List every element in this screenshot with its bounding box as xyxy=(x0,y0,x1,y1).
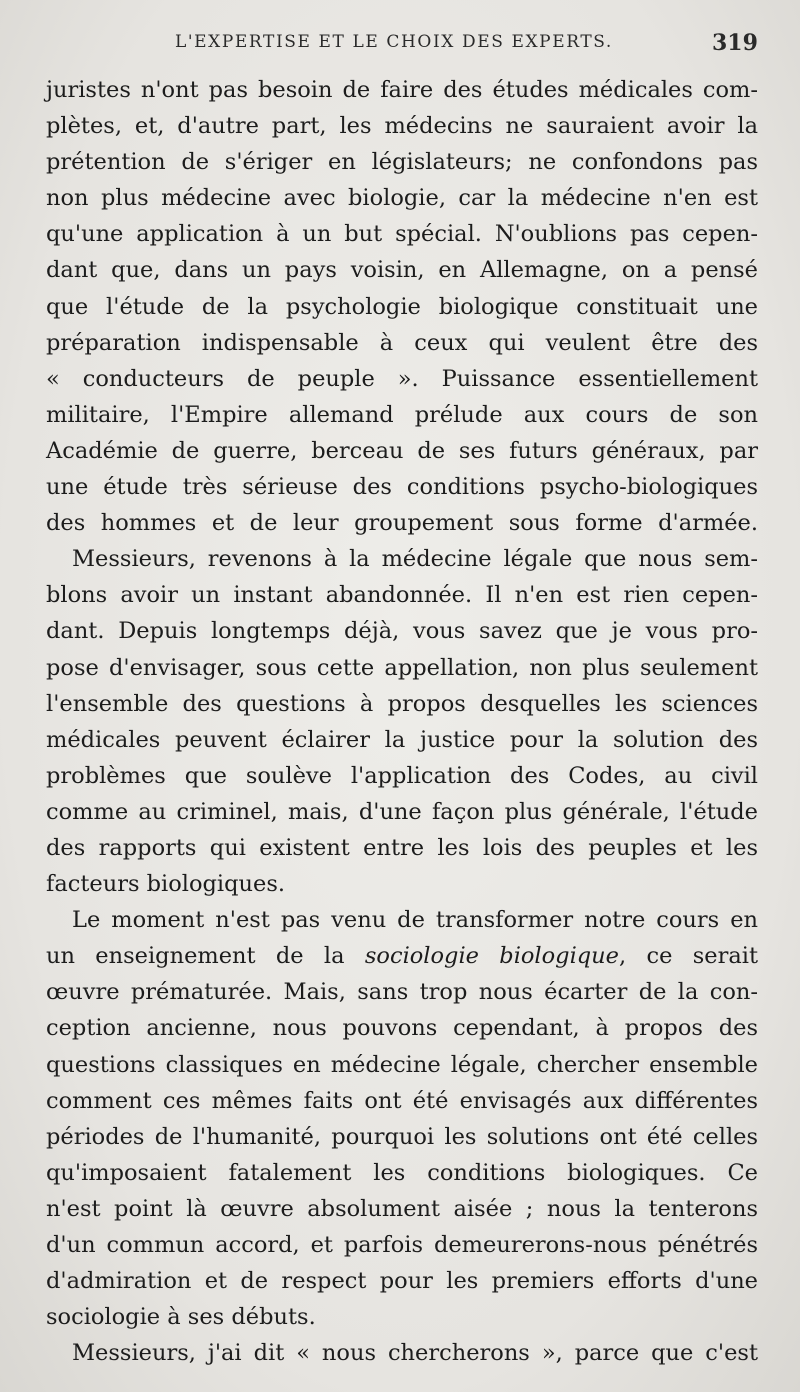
text-line: des hommes et de leur groupement sous forme d'armée. xyxy=(46,510,758,537)
text-line: Le moment n'est pas venu de transformer notre cours en xyxy=(72,907,758,934)
text-line: qu'une application à un but spécial. N'oublions pas cepen- xyxy=(46,221,758,248)
text-line: n'est point là œuvre absolument aisée ; nous la tenterons xyxy=(46,1195,758,1222)
text-line: périodes de l'humanité, pourquoi les solutions ont été celles xyxy=(46,1123,758,1150)
body-text xyxy=(46,72,758,1371)
text-line: « conducteurs de peuple ». Puissance essentiellement xyxy=(46,365,758,392)
text-line: prétention de s'ériger en législateurs; ne confondons pas xyxy=(46,149,758,176)
text-line: l'ensemble des questions à propos desquelles les sciences xyxy=(46,690,758,717)
text-line: non plus médecine avec biologie, car la médecine n'en est xyxy=(46,185,758,212)
text-line: que l'étude de la psychologie biologique constituait une xyxy=(46,293,758,320)
text-line: Messieurs, revenons à la médecine légale que nous sem- xyxy=(72,546,758,573)
text-segment: , ce serait xyxy=(619,943,758,970)
text-line: d'admiration et de respect pour les premiers efforts d'une xyxy=(46,1268,758,1295)
text-line-with-italic xyxy=(46,938,758,974)
text-line: Académie de guerre, berceau de ses futurs généraux, par xyxy=(46,437,758,464)
text-line: d'un commun accord, et parfois demeurerons-nous pénétrés xyxy=(46,1232,758,1258)
text-line: blons avoir un instant abandonnée. Il n'en est rien cepen- xyxy=(46,582,758,609)
text-line: ception ancienne, nous pouvons cependant, à propos des xyxy=(46,1015,758,1042)
text-line: dant. Depuis longtemps déjà, vous savez que je vous pro- xyxy=(46,618,758,645)
text-line: qu'imposaient fatalement les conditions biologiques. Ce xyxy=(46,1159,758,1186)
text-line: pose d'envisager, sous cette appellation, non plus seulement xyxy=(46,654,758,681)
text-line: comment ces mêmes faits ont été envisagés aux différentes xyxy=(46,1087,758,1114)
text-line: militaire, l'Empire allemand prélude aux cours de son xyxy=(46,401,758,428)
italic-term: sociologie biologique xyxy=(364,943,619,970)
text-line: plètes, et, d'autre part, les médecins ne sauraient avoir la xyxy=(46,113,758,140)
text-line: une étude très sérieuse des conditions psycho-biologiques xyxy=(46,474,758,501)
text-line: dant que, dans un pays voisin, en Allemagne, on a pensé xyxy=(46,257,758,284)
text-line: facteurs biologiques. xyxy=(46,871,286,898)
text-line: œuvre prématurée. Mais, sans trop nous écarter de la con- xyxy=(46,979,758,1006)
text-line: comme au criminel, mais, d'une façon plus générale, l'étude xyxy=(46,798,758,825)
text-line: questions classiques en médecine légale, chercher ensemble xyxy=(46,1051,758,1078)
text-segment: un enseignement de la xyxy=(46,943,365,970)
text-line: problèmes que soulève l'application des Codes, au civil xyxy=(46,762,758,789)
text-line: médicales peuvent éclairer la justice pour la solution des xyxy=(46,726,758,753)
running-title: L'EXPERTISE ET LE CHOIX DES EXPERTS. xyxy=(175,32,613,52)
page-header xyxy=(0,32,800,62)
text-line: sociologie à ses débuts. xyxy=(46,1304,316,1331)
page-number: 319 xyxy=(712,30,758,56)
text-line: Messieurs, j'ai dit « nous chercherons », parce que c'est xyxy=(72,1340,758,1367)
text-line: juristes n'ont pas besoin de faire des études médicales com- xyxy=(46,77,758,103)
text-line: préparation indispensable à ceux qui veulent être des xyxy=(46,329,758,356)
text-line: des rapports qui existent entre les lois des peuples et les xyxy=(46,834,758,861)
